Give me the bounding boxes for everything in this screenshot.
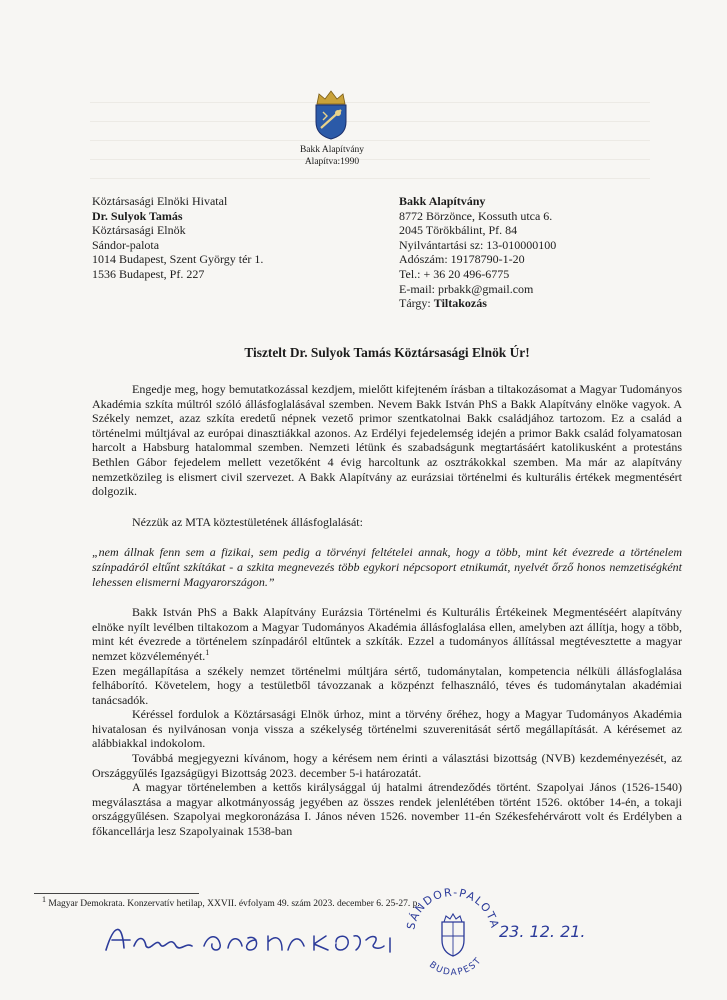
logo-caption	[272, 144, 392, 168]
footnote-divider	[34, 893, 199, 894]
receipt-stamp-icon	[398, 880, 508, 990]
footnote	[42, 894, 420, 909]
body-paragraph: Kéréssel fordulok a Köztársasági Elnök úrhoz, mint a törvény őréhez, hogy a Magyar Tudományos Akadémia hivatalosan és nyilvánosan vonja vissza a székelység történelmi szuverenitását sértő megállapítását. A kérésemet az alábbiakkal indokolom.	[92, 707, 682, 751]
svg-text:BUDAPEST	[427, 955, 484, 978]
quoted-statement: „nem állnak fenn sem a fizikai, sem pedig a törvényi feltételei annak, hogy a több, mint két évezrede a történelem színpadáról eltűnt szkítákat - a szkita megnevezés több egykori népcsoport etnikumát, nyelvét őrző honos nemzetiségként lehessen elismerni Magyarországon.”	[92, 545, 682, 589]
footnote-text: Magyar Demokrata. Konzervatív hetilap, XXVII. évfolyam 49. szám 2023. december 6. 25-27. p.	[48, 899, 420, 909]
subject-label: Tárgy:	[399, 296, 431, 311]
letter-body	[92, 382, 682, 839]
body-paragraph: Nézzük az MTA köztestületének állásfoglalását:	[132, 514, 363, 529]
body-paragraph: Ezen megállapítása a székely nemzet történelmi múltjára sértő, tudománytalan, kompetencia nélküli állásfoglalása felháborító. Követelem, hogy a testületből távozzanak a közpénzt felhasználó, téves és tudománytalan akadémiai tanácsadók.	[92, 663, 682, 707]
sender-line: 1014 Budapest, Szent György tér 1.	[92, 252, 264, 267]
body-paragraph: Továbbá megjegyezni kívánom, hogy a kérésem nem érinti a választási bizottság (NVB) kezdeményezését, az Országgyűlés Igazságügyi Bizottság 2023. december 5-i határozatát.	[92, 751, 682, 780]
handwritten-date: 23. 12. 21.	[499, 922, 586, 941]
footnote-reference: 1	[205, 647, 210, 657]
foundation-line: 2045 Törökbálint, Pf. 84	[399, 223, 518, 238]
logo-org-name: Bakk Alapítvány	[299, 145, 365, 155]
sender-name: Dr. Sulyok Tamás	[92, 208, 183, 223]
sender-address-block	[92, 194, 372, 282]
subject-value: Tiltakozás	[433, 296, 487, 311]
logo-founded: Alapítva:1990	[304, 157, 360, 167]
sender-line: Sándor-palota	[92, 237, 160, 252]
body-paragraph: A magyar történelemben a kettős királysággal új hatalmi átrendeződés történt. Szapolyai János (1526-1540) megválasztása a magyar alkotmányosság jegyében az összes rendek jelenlétében történt 1526. október 14-én, a tokaji országgyűlésen. Szapolyai megkoronázása I. János néven 1526. november 11-én Székesfehérvárott volt és Erdélyben a főkancellárja lesz Szapolyainak 1538-ban	[92, 780, 682, 839]
subject-line	[399, 296, 689, 311]
foundation-name: Bakk Alapítvány	[399, 194, 486, 208]
foundation-line: Tel.: + 36 20 496-6775	[399, 266, 510, 281]
foundation-line: Nyilvántartási sz: 13-010000100	[399, 237, 557, 252]
sender-line: Köztársasági Elnöki Hivatal	[92, 194, 228, 208]
body-paragraph-text: Bakk István PhS a Bakk Alapítvány Eurázsia Történelmi és Kulturális Értékeinek Megmentéséért alapítvány elnöke nyílt levélben tiltakozom a Magyar Tudományos Akadémia állásfoglalása ellen, amelyben azt állítja, hogy a több, mint két évezrede a történelem színpadáról eltűntek a szkíták. Ezzel a tudományos állítással megtévesztette a magyar nemzet közvéleményét.	[92, 605, 682, 663]
handwritten-signature-icon	[100, 916, 400, 960]
stamp-top-text: SÁNDOR-PALOTA	[404, 885, 502, 931]
salutation: Tisztelt Dr. Sulyok Tamás Köztársasági Elnök Úr!	[244, 345, 530, 360]
body-paragraph: Engedje meg, hogy bemutatkozással kezdjem, mielőtt kifejteném írásban a tiltakozásomat a Magyar Tudományos Akadémia szkíta múltról szóló állásfoglalásával szemben. Nevem Bakk István PhS a Bakk Alapítvány elnöke vagyok. A Székely nemzet, azaz szkíta eredetű népnek vezető primor szentkatolnai Bakk családjához tartozom. Ez a család a történelmi múltjával az európai dinasztiákkal azonos. Az Erdélyi fejedelemség idején a primor Bakk család folyamatosan harcolt a Habsburg hatalommal szemben. Nemzeti létünk és szabadságunk megtartásáért katolikusként a protestáns Bethlen Gábor fejedelem mellett vezetőként 4 évig harcoltunk az osztrákokkal szemben. Ma már az alapítvány nemzetközileg is elismert civil szervezet. A Bakk Alapítvány az eurázsiai történelmi és kulturális értékek megmentésért dolgozik.	[92, 382, 682, 499]
foundation-coat-of-arms-icon	[311, 88, 351, 140]
body-paragraph	[92, 605, 682, 663]
foundation-email: E-mail: prbakk@gmail.com	[399, 281, 534, 296]
sender-line: Köztársasági Elnök	[92, 223, 186, 238]
foundation-line: Adószám: 19178790-1-20	[399, 252, 525, 267]
foundation-address-block	[399, 194, 689, 311]
stamp-bottom-text: BUDAPEST	[427, 955, 485, 979]
footnote-number: 1	[42, 894, 46, 904]
scan-show-through	[90, 88, 650, 183]
sender-line: 1536 Budapest, Pf. 227	[92, 266, 205, 281]
foundation-line: 8772 Börzönce, Kossuth utca 6.	[399, 208, 553, 223]
